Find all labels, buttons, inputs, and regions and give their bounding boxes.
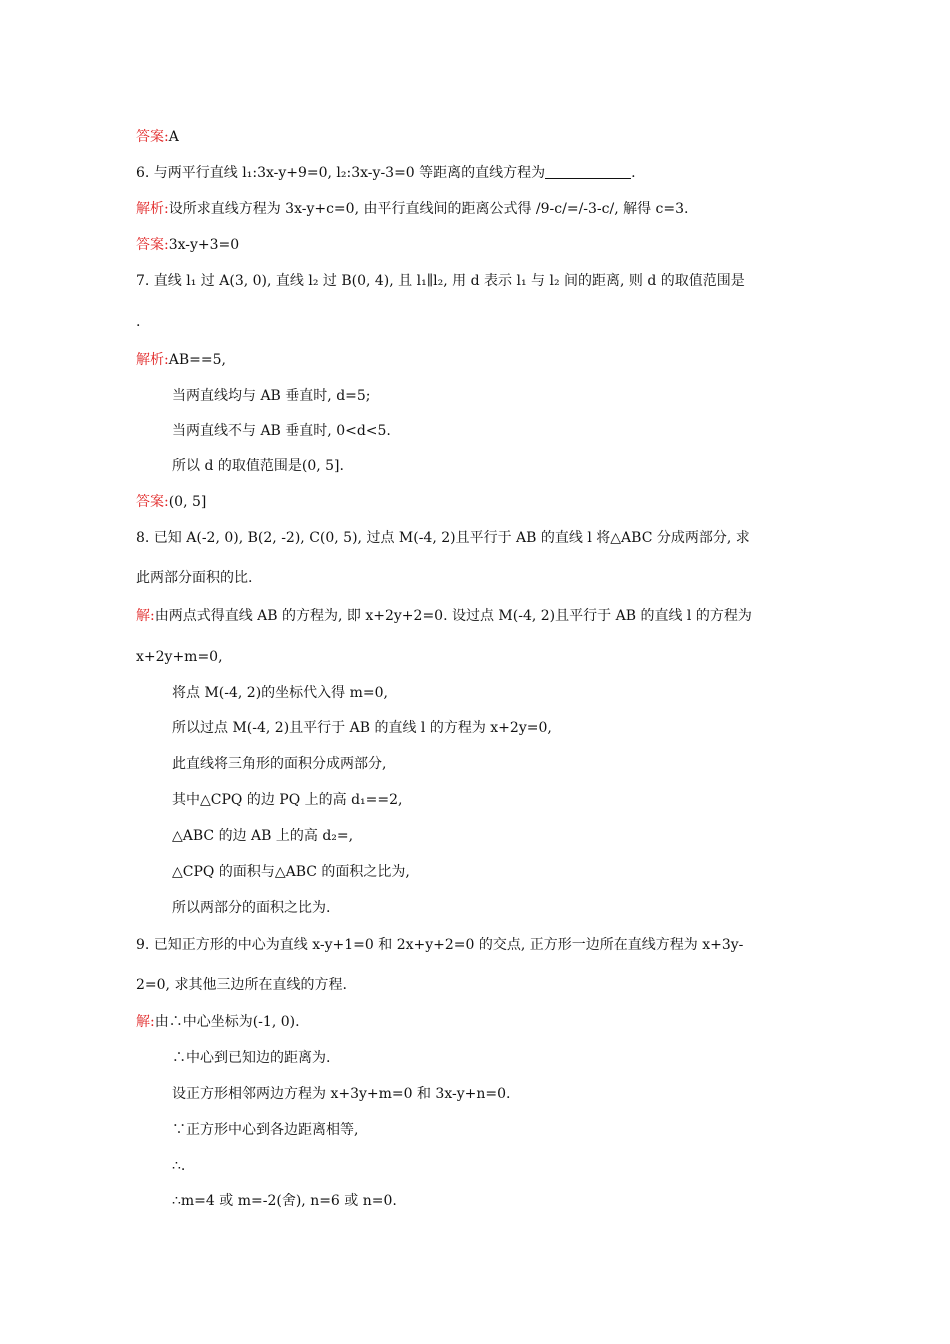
analysis-label: 解析:: [136, 352, 169, 368]
answer-text: (0, 5]: [168, 494, 207, 510]
analysis-text: 设所求直线方程为 3x-y+c=0, 由平行直线间的距离公式得 /9-c/=/-3-c/, 解得 c=3.: [168, 201, 689, 217]
question-text: 6. 与两平行直线 l₁:3x-y+9=0, l₂:3x-y-3=0 等距离的直线方程为: [136, 165, 546, 181]
solution-step: [172, 898, 330, 918]
solution-line-cont: [136, 647, 223, 667]
step-text: ∴.: [172, 1158, 186, 1174]
answer-line-6: [136, 235, 239, 255]
solution-label: 解:: [136, 608, 155, 624]
answer-line-7: [136, 492, 206, 512]
question-text: 此两部分面积的比.: [136, 570, 253, 586]
answer-text: A: [168, 129, 179, 145]
solution-step: [172, 456, 344, 476]
question-9-cont: [136, 975, 347, 995]
solution-step: [172, 862, 410, 882]
step-text: 将点 M(-4, 2)的坐标代入得 m=0,: [172, 685, 388, 701]
question-8: [136, 528, 750, 548]
question-suffix: .: [631, 165, 636, 181]
step-text: ∴中心到已知边的距离为.: [172, 1050, 331, 1066]
question-8-cont: [136, 568, 252, 588]
step-text: 所以两部分的面积之比为.: [172, 900, 331, 916]
answer-label: 答案:: [136, 237, 169, 253]
solution-step: [172, 754, 386, 774]
solution-step: [172, 1084, 510, 1104]
question-7-end: [136, 312, 140, 332]
solution-step: [172, 386, 371, 406]
solution-step: [172, 421, 391, 441]
step-text: △CPQ 的面积与△ABC 的面积之比为,: [172, 864, 410, 880]
solution-text: 由两点式得直线 AB 的方程为, 即 x+2y+2=0. 设过点 M(-4, 2)且平行于 AB 的直线 l 的方程为: [154, 608, 752, 624]
step-text: 所以 d 的取值范围是(0, 5].: [172, 458, 344, 474]
step-text: ∵正方形中心到各边距离相等,: [172, 1122, 359, 1138]
step-text: 当两直线均与 AB 垂直时, d=5;: [172, 388, 371, 404]
question-text: 2=0, 求其他三边所在直线的方程.: [136, 977, 347, 993]
analysis-line-6: [136, 199, 689, 219]
question-6: [136, 163, 636, 183]
solution-step: [172, 790, 402, 810]
answer-label: 答案:: [136, 494, 169, 510]
step-text: 设正方形相邻两边方程为 x+3y+m=0 和 3x-y+n=0.: [172, 1086, 511, 1102]
answer-line-5: [136, 127, 179, 147]
solution-text: 由∴中心坐标为(-1, 0).: [154, 1014, 300, 1030]
question-9: [136, 935, 743, 955]
solution-step: [172, 826, 353, 846]
analysis-text: AB==5,: [168, 352, 226, 368]
answer-label: 答案:: [136, 129, 169, 145]
solution-step: [172, 718, 552, 738]
step-text: 此直线将三角形的面积分成两部分,: [172, 756, 387, 772]
solution-line-8: [136, 606, 752, 626]
solution-step: [172, 1048, 330, 1068]
answer-text: 3x-y+3=0: [168, 237, 240, 253]
solution-line-9: [136, 1012, 300, 1032]
question-text: 8. 已知 A(-2, 0), B(2, -2), C(0, 5), 过点 M(-4, 2)且平行于 AB 的直线 l 将△ABC 分成两部分, 求: [136, 530, 750, 546]
solution-text: x+2y+m=0,: [136, 649, 223, 665]
solution-step: [172, 1191, 397, 1211]
solution-step: [172, 1156, 185, 1176]
step-text: ∴m=4 或 m=-2(舍), n=6 或 n=0.: [172, 1193, 397, 1209]
analysis-label: 解析:: [136, 201, 169, 217]
analysis-line-7: [136, 350, 226, 370]
answer-blank: [545, 164, 631, 179]
question-text: 9. 已知正方形的中心为直线 x-y+1=0 和 2x+y+2=0 的交点, 正方形一边所在直线方程为 x+3y-: [136, 937, 744, 953]
step-text: 所以过点 M(-4, 2)且平行于 AB 的直线 l 的方程为 x+2y=0,: [172, 720, 552, 736]
step-text: △ABC 的边 AB 上的高 d₂=,: [172, 828, 354, 844]
question-7: [136, 271, 745, 291]
question-text: .: [136, 314, 141, 330]
solution-label: 解:: [136, 1014, 155, 1030]
step-text: 当两直线不与 AB 垂直时, 0<d<5.: [172, 423, 391, 439]
step-text: 其中△CPQ 的边 PQ 上的高 d₁==2,: [172, 792, 403, 808]
question-text: 7. 直线 l₁ 过 A(3, 0), 直线 l₂ 过 B(0, 4), 且 l₁∥l₂, 用 d 表示 l₁ 与 l₂ 间的距离, 则 d 的取值范围是: [136, 273, 745, 289]
solution-step: [172, 683, 388, 703]
solution-step: [172, 1120, 358, 1140]
